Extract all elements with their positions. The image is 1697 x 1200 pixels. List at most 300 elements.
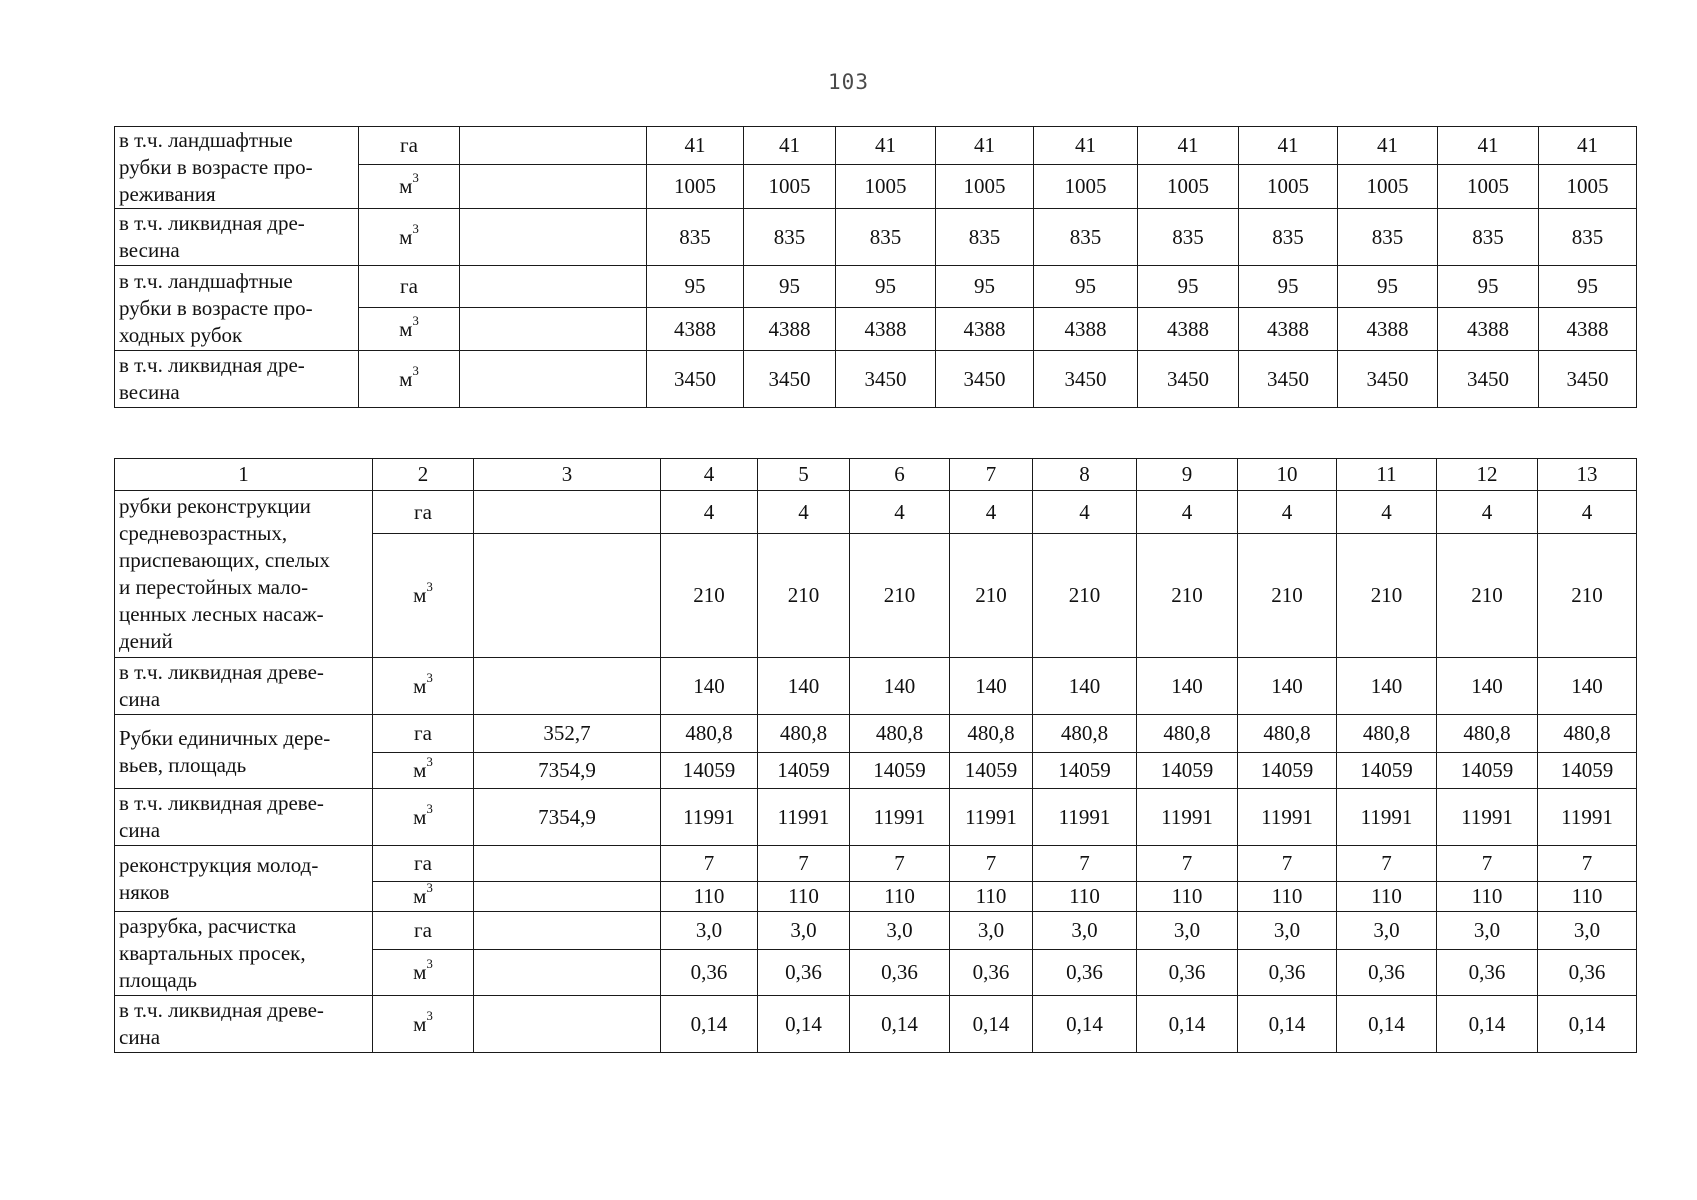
value-cell: 7 bbox=[758, 846, 850, 882]
value-cell: 41 bbox=[647, 127, 744, 165]
value-cell: 95 bbox=[647, 266, 744, 308]
value-cell: 3450 bbox=[1034, 351, 1138, 408]
base-value-cell: 7354,9 bbox=[474, 789, 661, 846]
table-two-body bbox=[115, 459, 1637, 1053]
value-cell: 140 bbox=[850, 658, 950, 715]
value-cell: 3,0 bbox=[1238, 912, 1337, 950]
base-value-cell bbox=[474, 996, 661, 1053]
value-cell: 480,8 bbox=[1137, 715, 1238, 753]
column-number: 12 bbox=[1437, 459, 1538, 491]
value-cell: 1005 bbox=[836, 165, 936, 209]
value-cell: 11991 bbox=[1238, 789, 1337, 846]
base-value-cell bbox=[474, 882, 661, 912]
unit-cell bbox=[359, 308, 460, 351]
value-cell: 95 bbox=[1438, 266, 1539, 308]
value-cell: 0,36 bbox=[758, 950, 850, 996]
value-cell: 11991 bbox=[1033, 789, 1137, 846]
value-cell: 110 bbox=[1437, 882, 1538, 912]
value-cell: 3450 bbox=[1438, 351, 1539, 408]
row-label-line: и перестойных мало- bbox=[119, 575, 309, 599]
value-cell: 11991 bbox=[1337, 789, 1437, 846]
unit-superscript: 3 bbox=[426, 579, 433, 594]
value-cell: 41 bbox=[744, 127, 836, 165]
value-cell: 0,36 bbox=[1337, 950, 1437, 996]
value-cell: 41 bbox=[836, 127, 936, 165]
row-label-line: рубки в возрасте про- bbox=[119, 295, 313, 320]
value-cell: 95 bbox=[1539, 266, 1637, 308]
base-value-cell bbox=[460, 165, 647, 209]
value-cell: 210 bbox=[1437, 534, 1538, 658]
value-cell: 0,36 bbox=[1033, 950, 1137, 996]
value-cell: 7 bbox=[1033, 846, 1137, 882]
value-cell: 835 bbox=[647, 209, 744, 266]
unit-superscript: 3 bbox=[426, 669, 433, 685]
value-cell: 4 bbox=[950, 491, 1033, 534]
value-cell: 14059 bbox=[1538, 753, 1637, 789]
column-number: 4 bbox=[661, 459, 758, 491]
row-label-line: в т.ч. ландшафтные bbox=[119, 128, 293, 152]
column-number: 5 bbox=[758, 459, 850, 491]
value-cell: 41 bbox=[1539, 127, 1637, 165]
row-label-line: сина bbox=[119, 818, 161, 842]
row-label-line: реживания bbox=[119, 182, 216, 206]
value-cell: 0,36 bbox=[1538, 950, 1637, 996]
row-label-line: в т.ч. ликвидная дре- bbox=[119, 353, 305, 377]
value-cell: 3,0 bbox=[850, 912, 950, 950]
unit-text: м bbox=[413, 673, 427, 698]
unit-cell bbox=[359, 209, 460, 266]
unit-text: м bbox=[413, 758, 427, 782]
value-cell: 4 bbox=[1137, 491, 1238, 534]
table-row bbox=[115, 266, 1637, 308]
unit-superscript: 3 bbox=[412, 312, 419, 328]
column-number: 1 bbox=[115, 459, 373, 491]
value-cell: 0,14 bbox=[1538, 996, 1637, 1053]
value-cell: 835 bbox=[936, 209, 1034, 266]
value-cell: 95 bbox=[1034, 266, 1138, 308]
unit-cell bbox=[373, 882, 474, 912]
row-label-line: в т.ч. ликвидная древе- bbox=[119, 998, 324, 1022]
table-row bbox=[115, 996, 1637, 1053]
value-cell: 3450 bbox=[1239, 351, 1338, 408]
unit-text: м bbox=[413, 884, 427, 908]
value-cell: 1005 bbox=[1438, 165, 1539, 209]
unit-cell bbox=[359, 127, 460, 165]
row-label bbox=[115, 846, 373, 912]
column-number: 9 bbox=[1137, 459, 1238, 491]
value-cell: 11991 bbox=[950, 789, 1033, 846]
base-value-cell bbox=[460, 351, 647, 408]
unit-cell bbox=[373, 753, 474, 789]
value-cell: 4 bbox=[1437, 491, 1538, 534]
value-cell: 3,0 bbox=[1033, 912, 1137, 950]
value-cell: 210 bbox=[1137, 534, 1238, 658]
value-cell: 4388 bbox=[936, 308, 1034, 351]
base-value-cell bbox=[460, 308, 647, 351]
value-cell: 0,14 bbox=[850, 996, 950, 1053]
column-number: 3 bbox=[474, 459, 661, 491]
value-cell: 0,14 bbox=[1238, 996, 1337, 1053]
value-cell: 95 bbox=[836, 266, 936, 308]
table-row bbox=[115, 658, 1637, 715]
value-cell: 140 bbox=[1137, 658, 1238, 715]
base-value-cell bbox=[474, 534, 661, 658]
value-cell: 140 bbox=[1337, 658, 1437, 715]
value-cell: 95 bbox=[1338, 266, 1438, 308]
row-label-line: квартальных просек, bbox=[119, 941, 306, 965]
value-cell: 140 bbox=[1033, 658, 1137, 715]
unit-cell bbox=[373, 789, 474, 846]
value-cell: 3,0 bbox=[1337, 912, 1437, 950]
value-cell: 7 bbox=[1538, 846, 1637, 882]
value-cell: 3450 bbox=[836, 351, 936, 408]
value-cell: 210 bbox=[1337, 534, 1437, 658]
unit-cell bbox=[373, 491, 474, 534]
value-cell: 1005 bbox=[1338, 165, 1438, 209]
column-number: 2 bbox=[373, 459, 474, 491]
unit-superscript: 3 bbox=[412, 170, 419, 185]
value-cell: 835 bbox=[1539, 209, 1637, 266]
row-label-line: в т.ч. ликвидная дре- bbox=[119, 211, 305, 235]
row-label-line: приспевающих, спелых bbox=[119, 548, 330, 572]
column-number: 7 bbox=[950, 459, 1033, 491]
value-cell: 210 bbox=[1538, 534, 1637, 658]
value-cell: 3450 bbox=[647, 351, 744, 408]
base-value-cell: 352,7 bbox=[474, 715, 661, 753]
value-cell: 14059 bbox=[950, 753, 1033, 789]
value-cell: 210 bbox=[1238, 534, 1337, 658]
value-cell: 4 bbox=[758, 491, 850, 534]
value-cell: 110 bbox=[950, 882, 1033, 912]
unit-text: м bbox=[399, 316, 413, 341]
row-label bbox=[115, 266, 359, 351]
value-cell: 0,36 bbox=[1238, 950, 1337, 996]
value-cell: 3,0 bbox=[758, 912, 850, 950]
value-cell: 4388 bbox=[1338, 308, 1438, 351]
unit-text: м bbox=[413, 804, 427, 829]
value-cell: 835 bbox=[1034, 209, 1138, 266]
value-cell: 4388 bbox=[744, 308, 836, 351]
column-number: 13 bbox=[1538, 459, 1637, 491]
unit-cell bbox=[373, 996, 474, 1053]
value-cell: 3,0 bbox=[661, 912, 758, 950]
value-cell: 95 bbox=[936, 266, 1034, 308]
value-cell: 7 bbox=[1238, 846, 1337, 882]
value-cell: 95 bbox=[744, 266, 836, 308]
value-cell: 110 bbox=[1238, 882, 1337, 912]
value-cell: 1005 bbox=[1034, 165, 1138, 209]
column-number: 10 bbox=[1238, 459, 1337, 491]
value-cell: 14059 bbox=[661, 753, 758, 789]
value-cell: 11991 bbox=[850, 789, 950, 846]
row-label-line: ходных рубок bbox=[119, 322, 243, 347]
row-label-line: рубки в возрасте про- bbox=[119, 155, 313, 179]
unit-text: м bbox=[413, 583, 427, 607]
unit-text: га bbox=[400, 274, 418, 298]
value-cell: 210 bbox=[1033, 534, 1137, 658]
table-row bbox=[115, 351, 1637, 408]
value-cell: 210 bbox=[661, 534, 758, 658]
base-value-cell bbox=[460, 209, 647, 266]
value-cell: 41 bbox=[1034, 127, 1138, 165]
value-cell: 110 bbox=[1033, 882, 1137, 912]
unit-text: га bbox=[414, 918, 432, 942]
value-cell: 1005 bbox=[744, 165, 836, 209]
unit-cell bbox=[359, 165, 460, 209]
unit-cell bbox=[373, 715, 474, 753]
value-cell: 0,14 bbox=[1337, 996, 1437, 1053]
unit-cell bbox=[373, 950, 474, 996]
row-label bbox=[115, 491, 373, 658]
value-cell: 0,14 bbox=[1033, 996, 1137, 1053]
table-row bbox=[115, 491, 1637, 534]
base-value-cell bbox=[474, 491, 661, 534]
value-cell: 0,14 bbox=[1437, 996, 1538, 1053]
value-cell: 110 bbox=[1538, 882, 1637, 912]
row-label-line: Рубки единичных дере- bbox=[119, 725, 331, 750]
table-row bbox=[115, 127, 1637, 165]
forestry-table bbox=[114, 458, 1637, 1053]
row-label-line: весина bbox=[119, 380, 180, 404]
unit-superscript: 3 bbox=[412, 362, 419, 378]
value-cell: 4388 bbox=[1138, 308, 1239, 351]
row-label bbox=[115, 209, 359, 266]
value-cell: 3450 bbox=[1138, 351, 1239, 408]
value-cell: 480,8 bbox=[1033, 715, 1137, 753]
row-label-line: в т.ч. ликвидная древе- bbox=[119, 791, 324, 815]
value-cell: 835 bbox=[1338, 209, 1438, 266]
value-cell: 11991 bbox=[758, 789, 850, 846]
unit-superscript: 3 bbox=[426, 754, 433, 769]
value-cell: 480,8 bbox=[950, 715, 1033, 753]
value-cell: 3450 bbox=[744, 351, 836, 408]
value-cell: 110 bbox=[1337, 882, 1437, 912]
value-cell: 4 bbox=[1033, 491, 1137, 534]
value-cell: 140 bbox=[1437, 658, 1538, 715]
value-cell: 1005 bbox=[1539, 165, 1637, 209]
value-cell: 140 bbox=[1538, 658, 1637, 715]
value-cell: 14059 bbox=[1137, 753, 1238, 789]
value-cell: 4 bbox=[1337, 491, 1437, 534]
value-cell: 11991 bbox=[1137, 789, 1238, 846]
value-cell: 480,8 bbox=[1238, 715, 1337, 753]
unit-text: га bbox=[414, 851, 432, 875]
value-cell: 140 bbox=[758, 658, 850, 715]
unit-cell bbox=[359, 266, 460, 308]
value-cell: 3450 bbox=[1338, 351, 1438, 408]
value-cell: 1005 bbox=[1239, 165, 1338, 209]
unit-text: м bbox=[399, 224, 413, 249]
unit-cell bbox=[373, 658, 474, 715]
value-cell: 480,8 bbox=[758, 715, 850, 753]
base-value-cell: 7354,9 bbox=[474, 753, 661, 789]
value-cell: 3,0 bbox=[1137, 912, 1238, 950]
value-cell: 0,14 bbox=[661, 996, 758, 1053]
unit-text: м bbox=[413, 1011, 427, 1036]
value-cell: 0,14 bbox=[758, 996, 850, 1053]
unit-text: м bbox=[399, 174, 413, 198]
value-cell: 835 bbox=[744, 209, 836, 266]
value-cell: 1005 bbox=[1138, 165, 1239, 209]
value-cell: 4388 bbox=[1239, 308, 1338, 351]
page-number: 103 bbox=[828, 70, 869, 94]
value-cell: 835 bbox=[1138, 209, 1239, 266]
value-cell: 14059 bbox=[1033, 753, 1137, 789]
value-cell: 140 bbox=[661, 658, 758, 715]
value-cell: 4 bbox=[1238, 491, 1337, 534]
value-cell: 95 bbox=[1239, 266, 1338, 308]
value-cell: 4388 bbox=[1034, 308, 1138, 351]
value-cell: 7 bbox=[661, 846, 758, 882]
column-number-header bbox=[115, 459, 1637, 491]
base-value-cell bbox=[474, 846, 661, 882]
value-cell: 480,8 bbox=[1538, 715, 1637, 753]
base-value-cell bbox=[474, 658, 661, 715]
value-cell: 41 bbox=[936, 127, 1034, 165]
value-cell: 480,8 bbox=[850, 715, 950, 753]
table-row bbox=[115, 846, 1637, 882]
value-cell: 140 bbox=[950, 658, 1033, 715]
value-cell: 7 bbox=[1337, 846, 1437, 882]
value-cell: 0,36 bbox=[661, 950, 758, 996]
value-cell: 1005 bbox=[647, 165, 744, 209]
value-cell: 480,8 bbox=[1437, 715, 1538, 753]
base-value-cell bbox=[460, 266, 647, 308]
value-cell: 835 bbox=[1438, 209, 1539, 266]
value-cell: 110 bbox=[661, 882, 758, 912]
table-row bbox=[115, 789, 1637, 846]
unit-text: м bbox=[413, 960, 427, 984]
value-cell: 0,36 bbox=[950, 950, 1033, 996]
value-cell: 0,36 bbox=[850, 950, 950, 996]
value-cell: 11991 bbox=[1538, 789, 1637, 846]
value-cell: 7 bbox=[1137, 846, 1238, 882]
value-cell: 7 bbox=[1437, 846, 1538, 882]
value-cell: 835 bbox=[836, 209, 936, 266]
unit-text: га bbox=[400, 133, 418, 157]
value-cell: 3450 bbox=[936, 351, 1034, 408]
value-cell: 14059 bbox=[1238, 753, 1337, 789]
value-cell: 0,14 bbox=[950, 996, 1033, 1053]
value-cell: 4 bbox=[850, 491, 950, 534]
row-label bbox=[115, 351, 359, 408]
unit-superscript: 3 bbox=[426, 881, 433, 895]
value-cell: 11991 bbox=[661, 789, 758, 846]
row-label-line: в т.ч. ландшафтные bbox=[119, 268, 293, 293]
row-label-line: сина bbox=[119, 1025, 161, 1049]
table-row bbox=[115, 715, 1637, 753]
value-cell: 4 bbox=[661, 491, 758, 534]
row-label-line: реконструкция молод- bbox=[119, 852, 319, 877]
value-cell: 11991 bbox=[1437, 789, 1538, 846]
unit-superscript: 3 bbox=[426, 800, 433, 816]
value-cell: 7 bbox=[850, 846, 950, 882]
unit-cell bbox=[359, 351, 460, 408]
row-label-line: средневозрастных, bbox=[119, 521, 288, 545]
unit-cell bbox=[373, 846, 474, 882]
value-cell: 14059 bbox=[1437, 753, 1538, 789]
base-value-cell bbox=[474, 950, 661, 996]
base-value-cell bbox=[460, 127, 647, 165]
value-cell: 110 bbox=[1137, 882, 1238, 912]
row-label-line: дений bbox=[119, 629, 173, 653]
forestry-table-continuation bbox=[114, 126, 1637, 408]
value-cell: 41 bbox=[1239, 127, 1338, 165]
value-cell: 0,36 bbox=[1137, 950, 1238, 996]
value-cell: 110 bbox=[758, 882, 850, 912]
value-cell: 3450 bbox=[1539, 351, 1637, 408]
row-label-line: няков bbox=[119, 879, 170, 904]
value-cell: 4388 bbox=[647, 308, 744, 351]
value-cell: 4388 bbox=[1438, 308, 1539, 351]
value-cell: 14059 bbox=[758, 753, 850, 789]
row-label bbox=[115, 658, 373, 715]
value-cell: 210 bbox=[850, 534, 950, 658]
unit-text: га bbox=[414, 499, 432, 524]
table-row bbox=[115, 209, 1637, 266]
value-cell: 95 bbox=[1138, 266, 1239, 308]
row-label-line: площадь bbox=[119, 968, 197, 992]
value-cell: 140 bbox=[1238, 658, 1337, 715]
value-cell: 41 bbox=[1138, 127, 1239, 165]
value-cell: 3,0 bbox=[1437, 912, 1538, 950]
value-cell: 3,0 bbox=[1538, 912, 1637, 950]
value-cell: 210 bbox=[758, 534, 850, 658]
unit-text: м bbox=[399, 366, 413, 391]
value-cell: 1005 bbox=[936, 165, 1034, 209]
row-label-line: ценных лесных насаж- bbox=[119, 602, 324, 626]
unit-superscript: 3 bbox=[412, 220, 419, 236]
value-cell: 4388 bbox=[1539, 308, 1637, 351]
row-label bbox=[115, 996, 373, 1053]
value-cell: 0,36 bbox=[1437, 950, 1538, 996]
column-number: 6 bbox=[850, 459, 950, 491]
value-cell: 0,14 bbox=[1137, 996, 1238, 1053]
row-label-line: весина bbox=[119, 238, 180, 262]
value-cell: 14059 bbox=[850, 753, 950, 789]
value-cell: 480,8 bbox=[661, 715, 758, 753]
row-label-line: вьев, площадь bbox=[119, 752, 247, 777]
row-label bbox=[115, 789, 373, 846]
unit-text: га bbox=[414, 721, 432, 745]
row-label-line: рубки реконструкции bbox=[119, 494, 311, 518]
value-cell: 41 bbox=[1338, 127, 1438, 165]
column-number: 8 bbox=[1033, 459, 1137, 491]
base-value-cell bbox=[474, 912, 661, 950]
row-label-line: в т.ч. ликвидная древе- bbox=[119, 660, 324, 684]
table-row bbox=[115, 912, 1637, 950]
row-label bbox=[115, 715, 373, 789]
unit-superscript: 3 bbox=[426, 1007, 433, 1023]
table-one-body bbox=[115, 127, 1637, 408]
value-cell: 4388 bbox=[836, 308, 936, 351]
column-number: 11 bbox=[1337, 459, 1437, 491]
value-cell: 41 bbox=[1438, 127, 1539, 165]
value-cell: 3,0 bbox=[950, 912, 1033, 950]
value-cell: 835 bbox=[1239, 209, 1338, 266]
row-label bbox=[115, 912, 373, 996]
row-label-line: сина bbox=[119, 687, 161, 711]
value-cell: 210 bbox=[950, 534, 1033, 658]
unit-cell bbox=[373, 534, 474, 658]
value-cell: 110 bbox=[850, 882, 950, 912]
value-cell: 480,8 bbox=[1337, 715, 1437, 753]
unit-cell bbox=[373, 912, 474, 950]
value-cell: 14059 bbox=[1337, 753, 1437, 789]
row-label-line: разрубка, расчистка bbox=[119, 914, 297, 938]
value-cell: 7 bbox=[950, 846, 1033, 882]
row-label bbox=[115, 127, 359, 209]
